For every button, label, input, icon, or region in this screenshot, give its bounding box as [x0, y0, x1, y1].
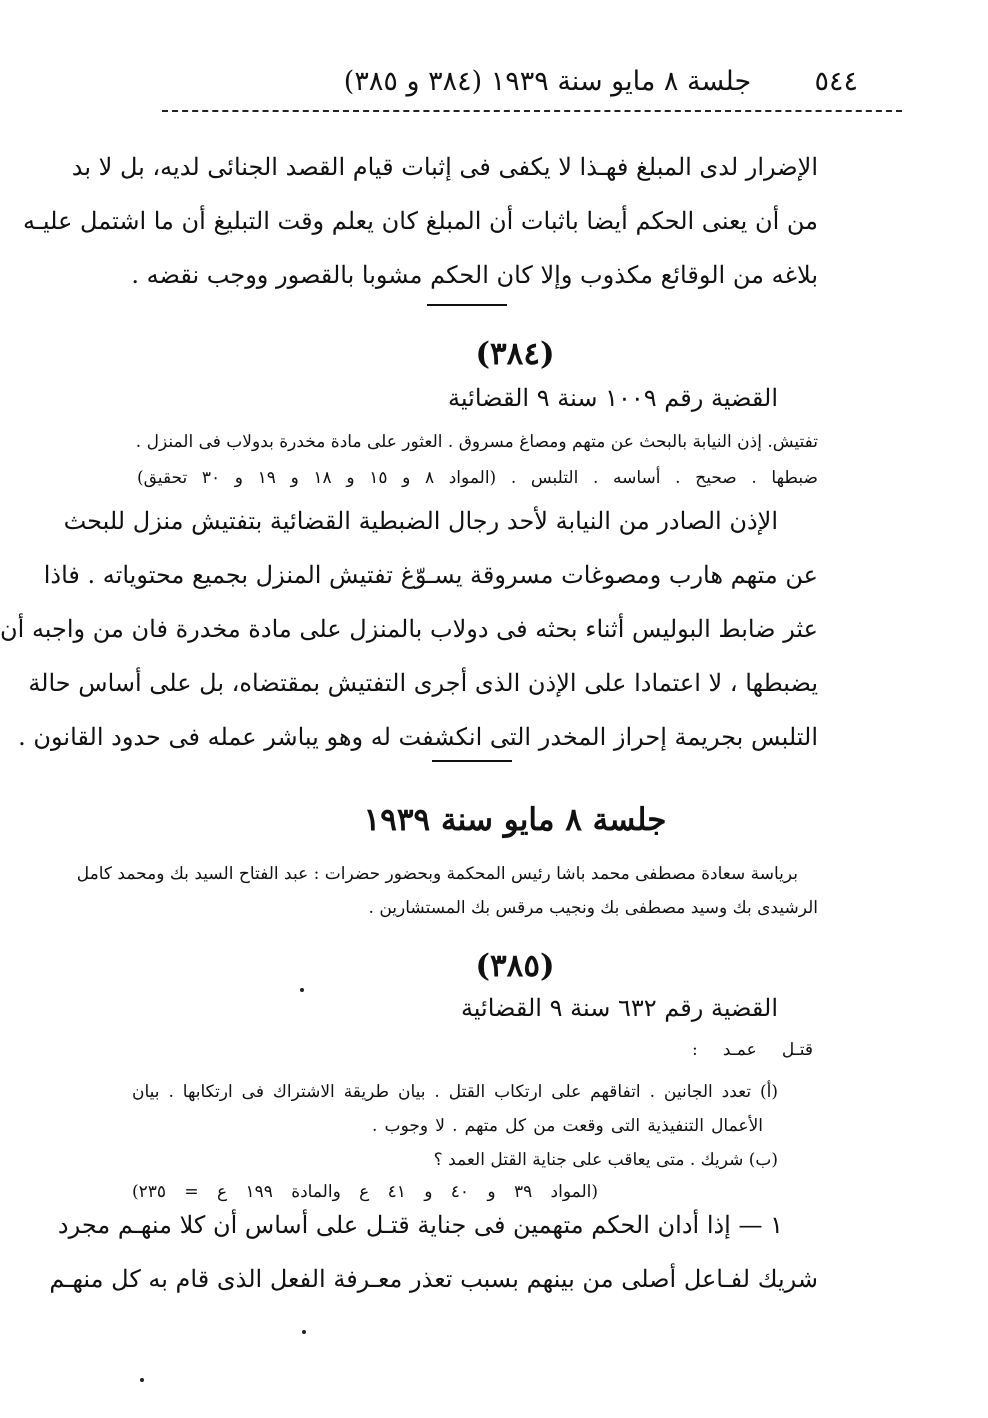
section-divider — [427, 304, 507, 306]
case-summary-line: (ب) شريك . متى يعاقب على جناية القتل العمد ؟ — [433, 1150, 778, 1170]
case-summary-line: تفتيش. إذن النيابة بالبحث عن متهم ومصاغ مسروق . العثور على مادة مخدرة بدولاب فى المنزل . — [135, 432, 818, 452]
print-speck — [300, 988, 304, 992]
section-divider — [432, 760, 512, 762]
case-title: القضية رقم ٦٣٢ سنة ٩ القضائية — [460, 994, 778, 1022]
header-divider — [162, 110, 902, 112]
case-body-line: يضبطها ، لا اعتمادا على الإذن الذى أجرى التفتيش بمقتضاه، بل على أساس حالة — [28, 669, 818, 697]
case-number: (٣٨٤) — [475, 336, 555, 372]
case-body-line: الإذن الصادر من النيابة لأحد رجال الضبطية القضائية بتفتيش منزل للبحث — [63, 507, 778, 535]
case-number: (٣٨٥) — [475, 948, 555, 984]
case-body-line: عن متهم هارب ومصوغات مسروقة يسـوّغ تفتيش المنزل بجميع محتوياته . فاذا — [43, 561, 818, 589]
print-speck — [302, 1330, 306, 1334]
case-summary-line: (المواد ٣٩ و ٤٠ و ٤١ ع والمادة ١٩٩ ع = ٢٣٥) — [132, 1182, 598, 1202]
case-summary-line: ضبطها . صحيح . أساسه . التلبس . (المواد ٨ و ١٥ و ١٨ و ١٩ و ٣٠ تحقيق) — [137, 468, 818, 488]
intro-line: الإضرار لدى المبلغ فهـذا لا يكفى فى إثبات قيام القصد الجنائى لديه، بل لا بد — [71, 153, 818, 181]
session-composition-line: الرشيدى بك وسيد مصطفى بك ونجيب مرقس بك المستشارين . — [368, 898, 818, 918]
session-composition-line: برياسة سعادة مصطفى محمد باشا رئيس المحكمة وبحضور حضرات : عبد الفتاح السيد بك ومحمد كامل — [76, 864, 798, 884]
session-title: جلسة ٨ مايو سنة ١٩٣٩ — [363, 802, 667, 838]
print-speck — [140, 1378, 144, 1382]
case-title: القضية رقم ١٠٠٩ سنة ٩ القضائية — [448, 384, 778, 412]
case-summary-line: الأعمال التنفيذية التى وقعت من كل متهم . لا وجوب . — [372, 1116, 763, 1136]
case-body-line: شريك لفـاعل أصلى من بينهم بسبب تعذر معـرفة الفعل الذى قام به كل منهـم — [49, 1265, 818, 1293]
running-header: جلسة ٨ مايو سنة ١٩٣٩ (٣٨٤ و ٣٨٥) — [343, 66, 752, 97]
intro-line: بلاغه من الوقائع مكذوب وإلا كان الحكم مشوبا بالقصور ووجب نقضه . — [131, 261, 818, 289]
case-body-line: التلبس بجريمة إحراز المخدر التى انكشفت له وهو يباشر عمله فى حدود القانون . — [18, 723, 818, 751]
case-body-line: عثر ضابط البوليس أثناء بحثه فى دولاب بالمنزل على مادة مخدرة فان من واجبه أن — [0, 615, 818, 643]
case-body-line: ١ — إذا أدان الحكم متهمين فى جناية قتـل على أساس أن كلا منهـم مجرد — [57, 1211, 783, 1239]
page-number: ٥٤٤ — [814, 66, 858, 97]
intro-line: من أن يعنى الحكم أيضا باثبات أن المبلغ كان يعلم وقت التبليغ أن ما اشتمل عليـه — [23, 207, 818, 235]
case-summary-line: (أ) تعدد الجانين . اتفاقهم على ارتكاب القتل . بيان طريقة الاشتراك فى ارتكابها . بيان — [132, 1082, 778, 1102]
case-subject: قتـل عمـد : — [692, 1040, 813, 1060]
